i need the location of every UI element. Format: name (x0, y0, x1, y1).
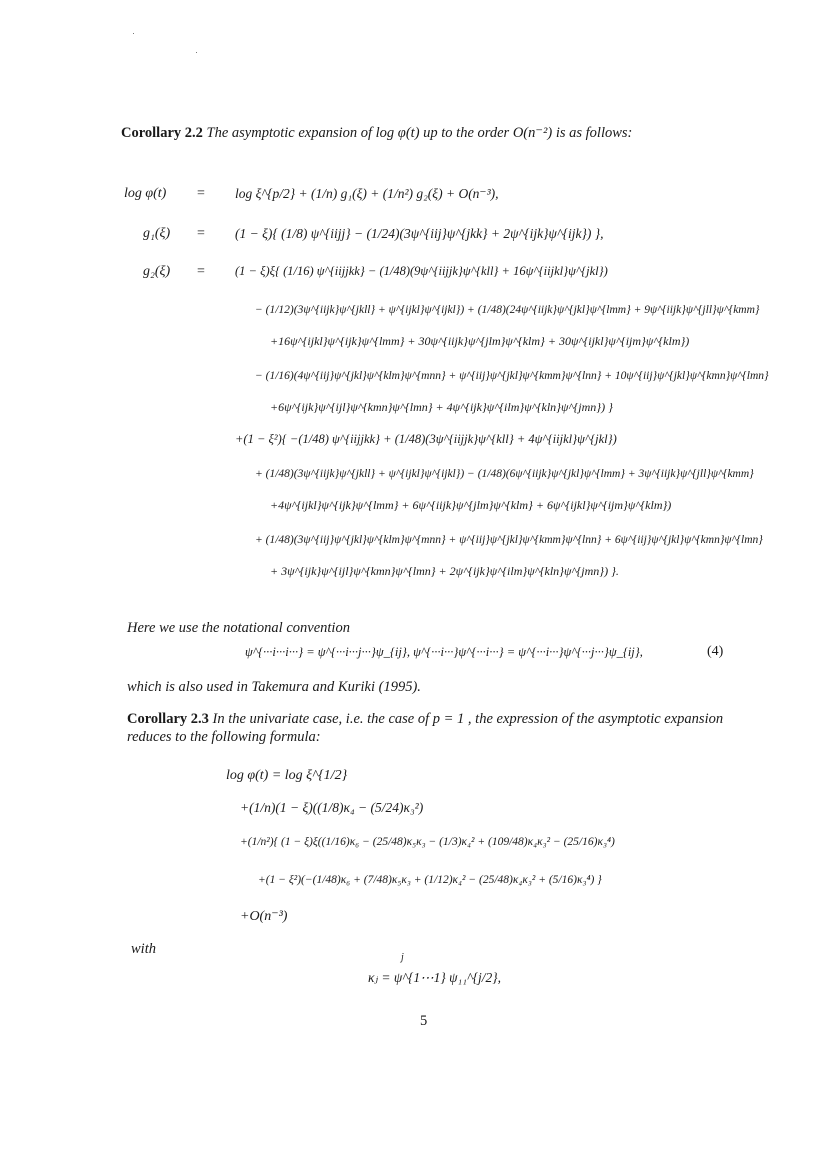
corollary-2-3-paragraph (127, 710, 730, 746)
scan-speck (196, 52, 197, 53)
corollary-2-2-statement: The asymptotic expansion of log φ(t) up to the order O(n⁻²) is as follows: (206, 125, 633, 141)
eq-g2-line-8: +4ψ^{ijkl}ψ^{ijk}ψ^{lmm} + 6ψ^{iijk}ψ^{jlm}ψ^{klm} + 6ψ^{ijkl}ψ^{ijm}ψ^{klm}) (270, 498, 672, 512)
eq-g1-rhs: (1 − ξ){ (1/8) ψ^{iijj} − (1/24)(3ψ^{iij}ψ^{jkk} + 2ψ^{ijk}ψ^{ijk}) }, (235, 226, 604, 241)
notation-formula: ψ^{···i···i···} = ψ^{···i···j···}ψ_{ij}, ψ^{···i···}ψ^{···i···} = ψ^{···i···}ψ^{···j···}ψ_{ij}, (245, 645, 643, 659)
cor23-line-4: +(1 − ξ²)(−(1/48)κ₆ + (7/48)κ₅κ₃ + (1/12)κ₄² − (25/48)κ₄κ₃² + (5/16)κ₃⁴) } (258, 874, 602, 886)
equation-number: (4) (707, 644, 724, 659)
with-label: with (131, 941, 156, 957)
underbrace-label: j (401, 952, 404, 963)
eq-g1-equals: = (197, 226, 205, 241)
eq-logphi-rhs: log ξ^{p/2} + (1/n) g₁(ξ) + (1/n²) g₂(ξ) + O(n⁻³), (235, 186, 499, 201)
cor23-line-1: log φ(t) = log ξ^{1/2} (226, 768, 348, 783)
eq-g2-equals: = (197, 264, 205, 279)
eq-g2-line-5: +6ψ^{ijk}ψ^{ijl}ψ^{kmn}ψ^{lmn} + 4ψ^{ijk}ψ^{ilm}ψ^{kln}ψ^{jmn}) } (270, 400, 613, 414)
corollary-2-2-paragraph (121, 124, 727, 142)
eq-g2-line-1: (1 − ξ)ξ{ (1/16) ψ^{iijjkk} − (1/48)(9ψ^{iijjk}ψ^{kll} + 16ψ^{iijkl}ψ^{jkl}) (235, 264, 608, 278)
page-number: 5 (420, 1013, 428, 1029)
eq-g2-lhs: g₂(ξ) (143, 264, 171, 279)
notation-source: which is also used in Takemura and Kuriki (1995). (127, 679, 421, 695)
eq-logphi-equals: = (197, 186, 205, 201)
eq-g2-line-9: + (1/48)(3ψ^{iij}ψ^{jkl}ψ^{klm}ψ^{mnn} + ψ^{iij}ψ^{jkl}ψ^{kmm}ψ^{lnn} + 6ψ^{iij}ψ^{jkl}ψ^{kmn}ψ^{lmn} (255, 534, 763, 546)
eq-logphi-lhs: log φ(t) (124, 186, 167, 201)
notation-intro: Here we use the notational convention (127, 620, 350, 636)
eq-g2-line-7: + (1/48)(3ψ^{iijk}ψ^{jkll} + ψ^{ijkl}ψ^{ijkl}) − (1/48)(6ψ^{iijk}ψ^{jkl}ψ^{lmm} + 3ψ^{iijk}ψ^{jll}ψ^{kmm} (255, 468, 754, 480)
corollary-2-2-label: Corollary 2.2 (121, 125, 203, 141)
eq-g2-line-3: +16ψ^{ijkl}ψ^{ijk}ψ^{lmm} + 30ψ^{iijk}ψ^{jlm}ψ^{klm} + 30ψ^{ijkl}ψ^{ijm}ψ^{klm}) (270, 334, 690, 348)
eq-g1-lhs: g₁(ξ) (143, 226, 171, 241)
cor23-line-2: +(1/n)(1 − ξ)((1/8)κ₄ − (5/24)κ₃²) (240, 800, 424, 815)
eq-g2-line-10: + 3ψ^{ijk}ψ^{ijl}ψ^{kmn}ψ^{lmn} + 2ψ^{ijk}ψ^{ilm}ψ^{kln}ψ^{jmn}) }. (270, 564, 619, 578)
corollary-2-3-label: Corollary 2.3 (127, 711, 209, 727)
eq-g2-line-6: +(1 − ξ²){ −(1/48) ψ^{iijjkk} + (1/48)(3ψ^{iijjk}ψ^{kll} + 4ψ^{iijkl}ψ^{jkl}) (235, 432, 617, 446)
corollary-2-3-statement: In the univariate case, i.e. the case of p = 1 , the expression of the asymptotic expansion reduces to the following formula: (127, 711, 724, 745)
eq-g2-line-4: − (1/16)(4ψ^{iij}ψ^{jkl}ψ^{klm}ψ^{mnn} + ψ^{iij}ψ^{jkl}ψ^{kmm}ψ^{lnn} + 10ψ^{iij}ψ^{jkl}ψ^{kmn}ψ^{lmn} (255, 370, 769, 382)
scan-speck (133, 33, 134, 34)
eq-g2-line-2: − (1/12)(3ψ^{iijk}ψ^{jkll} + ψ^{ijkl}ψ^{ijkl}) + (1/48)(24ψ^{iijk}ψ^{jkl}ψ^{lmm} + 9ψ^{iijk}ψ^{jll}ψ^{kmm} (255, 304, 760, 316)
kappa-definition: κⱼ = ψ^{1⋯1} ψ₁₁^{j/2}, (368, 970, 502, 985)
cor23-line-5: +O(n⁻³) (240, 909, 288, 924)
cor23-line-3: +(1/n²){ (1 − ξ)ξ((1/16)κ₆ − (25/48)κ₅κ₃ − (1/3)κ₄² + (109/48)κ₄κ₃² − (25/16)κ₃⁴) (240, 836, 615, 848)
